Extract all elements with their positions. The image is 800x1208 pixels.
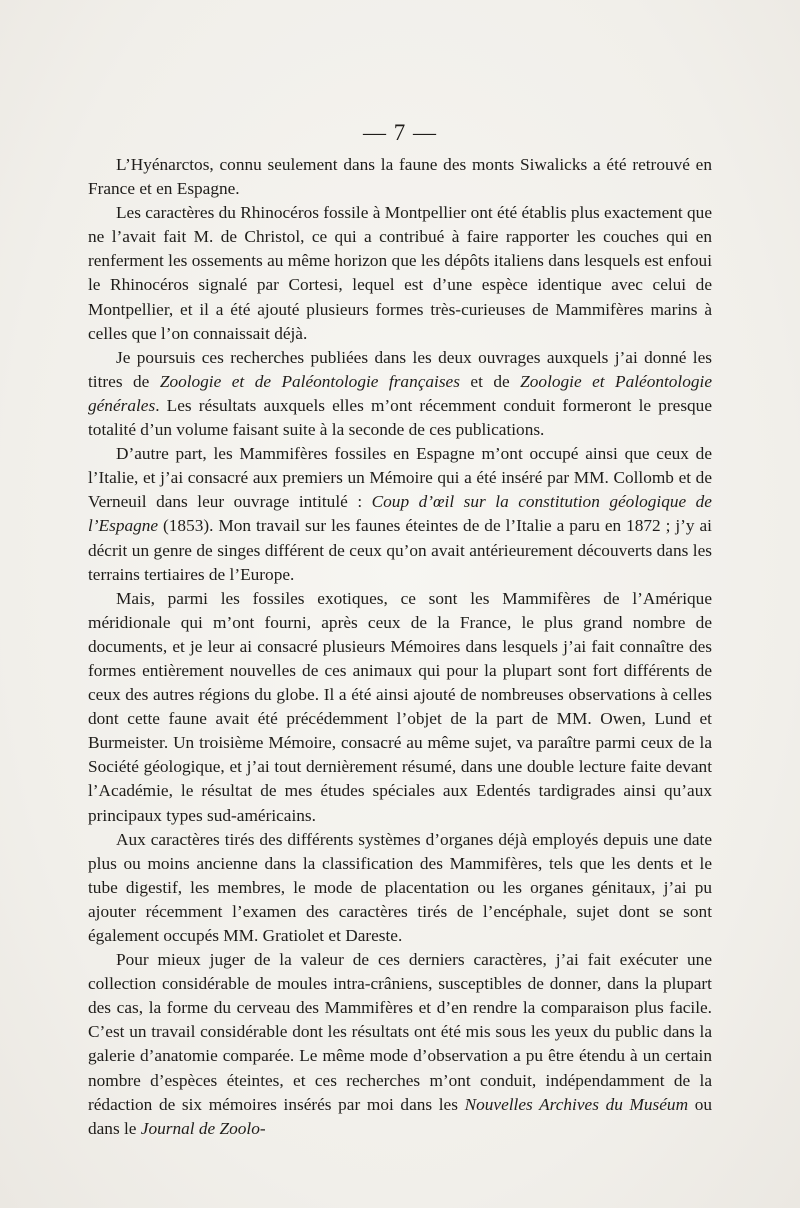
paragraph: [88, 346, 712, 442]
paragraph: [88, 587, 712, 828]
text-run: (1853). Mon travail sur les faunes éteintes de de l’Italie a paru en 1872 ; j’y ai décrit un genre de singes différent de ceux qu’on avait antérieurement découverts dans les terrains tertiaires de l’Europe.: [88, 516, 712, 584]
italic-title: Zoologie et Paléontologie générales: [88, 371, 712, 415]
body-text: [88, 153, 712, 1141]
italic-title: Journal de Zoolo-: [140, 1118, 266, 1138]
text-run: Mais, parmi les fossiles exotiques, ce sont les Mammifères de l’Amérique méridionale qui m’ont fourni, après ceux de la France, le plus grand nombre de documents, et je leur ai consacré plusieurs Mémoires dans lesquels j’ai fait connaître des formes entièrement nouvelles de ces animaux qui pour la plupart sont fort différents de ceux des autres régions du globe. Il a été ainsi ajouté de nombreuses observations à celles dont cette faune avait été précédemment l’objet de la part de MM. Owen, Lund et Burmeister. Un troisième Mémoire, consacré au même sujet, va paraître parmi ceux de la Société géologique, et j’ai tout dernièrement résumé, dans une double lecture faite devant l’Académie, le résultat de mes études spéciales aux Edentés tardigrades ainsi qu’aux principaux types sud-américains.: [88, 588, 712, 825]
text-run: Les caractères du Rhinocéros fossile à Montpellier ont été établis plus exactement que ne l’avait fait M. de Christol, ce qui a contribué à faire rapporter les couches qui en renferment les ossements au même horizon que les dépôts italiens dans lesquels est enfoui le Rhinocéros signalé par Cortesi, lequel est d’une espèce identique avec celui de Montpellier, et il a été ajouté plusieurs formes très-curieuses de Mammifères marins à celles que l’on connaissait déjà.: [88, 203, 712, 343]
paragraph: [88, 201, 712, 346]
italic-title: Nouvelles Archives du Muséum: [464, 1094, 689, 1114]
text-run: D’autre part, les Mammifères fossiles en Espagne m’ont occupé ainsi que ceux de l’Italie, et j’ai consacré aux premiers un Mémoire qui a été inséré par MM. Collomb et de Verneuil dans leur ouvrage intitulé :: [88, 444, 712, 512]
paragraph: [88, 442, 712, 587]
text-run: L’Hyénarctos, connu seulement dans la faune des monts Siwalicks a été retrouvé en France et en Espagne.: [88, 155, 712, 199]
paragraph: [88, 828, 712, 948]
text-run: Pour mieux juger de la valeur de ces derniers caractères, j’ai fait exécuter une collection considérable de moules intra-crâniens, susceptibles de donner, dans la plupart des cas, la forme du cerveau des Mammifères et d’en rendre la comparaison plus facile. C’est un travail considérable dont les résultats ont été mis sous les yeux du public dans la galerie d’anatomie comparée. Le même mode d’observation a pu être étendu à un certain nombre d’espèces éteintes, et ces recherches m’ont conduit, indépendamment de la rédaction de six mémoires insérés par moi dans les: [88, 950, 712, 1114]
paragraph: [88, 948, 712, 1141]
text-run: et de: [459, 371, 521, 391]
text-run: . Les résultats auxquels elles m’ont récemment conduit formeront le presque totalité d’un volume faisant suite à la seconde de ces publications.: [88, 395, 712, 440]
text-run: Je poursuis ces recherches publiées dans les deux ouvrages auxquels j’ai donné les titres de: [88, 347, 712, 391]
italic-title: Coup d’œil sur la constitution géologique de l’Espagne: [88, 492, 712, 536]
text-run: Aux caractères tirés des différents systèmes d’organes déjà employés depuis une date plus ou moins ancienne dans la classification des Mammifères, tels que les dents et le tube digestif, les membres, le mode de placentation ou les organes génitaux, j’ai pu ajouter récemment l’examen des caractères tirés de l’encéphale, sujet dont se sont également occupés MM. Gratiolet et Dareste.: [88, 829, 712, 945]
page-number: — 7 —: [363, 120, 437, 145]
text-run: ou dans le: [88, 1094, 712, 1138]
paragraph: [88, 153, 712, 201]
italic-title: Zoologie et de Paléontologie françaises: [159, 371, 460, 391]
